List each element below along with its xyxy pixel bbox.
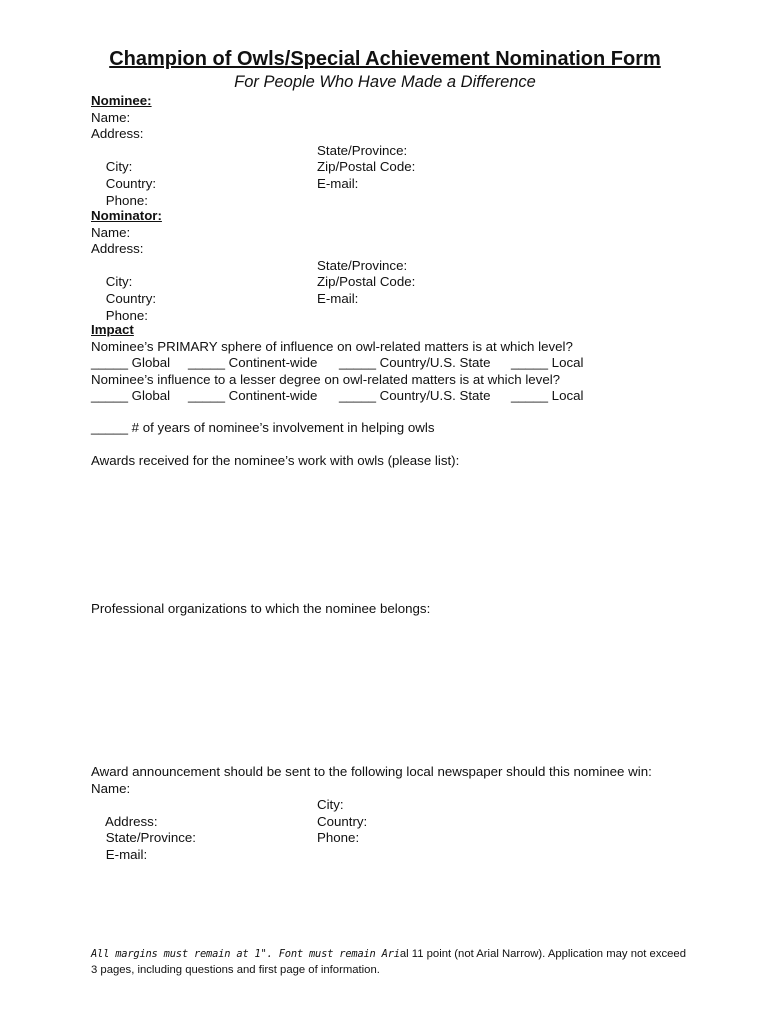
nominator-heading: Nominator: xyxy=(91,208,162,223)
nominee-city-label: City: xyxy=(105,159,133,175)
newspaper-state-label: State/Province: xyxy=(105,830,196,846)
years-involvement-field[interactable]: _____ # of years of nominee’s involvement in helping owls xyxy=(91,420,435,435)
nominator-address-label: Address: xyxy=(91,241,144,257)
newspaper-phone-label: Phone: xyxy=(317,830,360,846)
lesser-influence-question: Nominee’s influence to a lesser degree on owl-related matters is at which level? xyxy=(91,371,561,387)
primary-option-local[interactable]: _____ Local xyxy=(511,355,584,371)
newspaper-city-label: City: xyxy=(317,797,344,813)
primary-option-country[interactable]: _____ Country/U.S. State xyxy=(339,355,491,371)
nominee-phone-row xyxy=(91,175,359,208)
lesser-influence-options xyxy=(91,388,584,405)
nominee-phone-label: Phone: xyxy=(105,192,148,208)
nominee-state-label: State/Province: xyxy=(317,142,408,158)
nominator-state-label: State/Province: xyxy=(317,257,408,273)
nominator-phone-label: Phone: xyxy=(105,307,148,323)
nominator-name-label: Name: xyxy=(91,224,131,240)
footer-text: al 11 point (not Arial Narrow). Application may not exceed 3 pages, including questions and first page of information. xyxy=(91,948,686,976)
announcement-section xyxy=(91,764,652,862)
organizations-label: Professional organizations to which the nominee belongs: xyxy=(91,601,431,616)
footer-handwritten-text: All margins must remain at 1". Font must remain Ari xyxy=(91,948,400,960)
form-title: Champion of Owls/Special Achievement Nomination Form xyxy=(109,48,661,70)
nominator-email-label: E-mail: xyxy=(317,290,359,306)
primary-influence-question: Nominee’s PRIMARY sphere of influence on owl-related matters is at which level? xyxy=(91,338,573,354)
footer-note xyxy=(91,947,691,978)
lesser-option-local[interactable]: _____ Local xyxy=(511,388,584,404)
nominator-country-label: Country: xyxy=(105,290,157,306)
nominator-zip-label: Zip/Postal Code: xyxy=(317,274,416,290)
nominee-email-label: E-mail: xyxy=(317,175,359,191)
primary-option-global[interactable]: _____ Global xyxy=(91,355,171,371)
newspaper-email-row xyxy=(91,830,652,862)
lesser-option-continent[interactable]: _____ Continent-wide xyxy=(188,388,318,404)
nominator-phone-row xyxy=(91,290,359,323)
primary-option-continent[interactable]: _____ Continent-wide xyxy=(188,355,318,371)
lesser-option-global[interactable]: _____ Global xyxy=(91,388,171,404)
nominee-address-label: Address: xyxy=(91,126,144,142)
announcement-label: Award announcement should be sent to the following local newspaper should this nominee win: xyxy=(91,764,652,779)
primary-influence-options xyxy=(91,355,584,372)
form-subtitle: For People Who Have Made a Difference xyxy=(234,73,536,91)
nominee-section xyxy=(91,93,416,208)
nominee-name-label: Name: xyxy=(91,109,131,125)
nominee-country-label: Country: xyxy=(105,175,157,191)
impact-section xyxy=(91,322,584,405)
newspaper-address-label: Address: xyxy=(105,813,158,829)
nominator-section xyxy=(91,208,416,323)
lesser-option-country[interactable]: _____ Country/U.S. State xyxy=(339,388,491,404)
awards-label: Awards received for the nominee’s work with owls (please list): xyxy=(91,453,460,468)
nominee-zip-label: Zip/Postal Code: xyxy=(317,159,416,175)
nominee-heading: Nominee: xyxy=(91,93,152,108)
nominator-city-label: City: xyxy=(105,274,133,290)
newspaper-name-label: Name: xyxy=(91,780,131,796)
newspaper-email-label: E-mail: xyxy=(105,846,148,862)
impact-heading: Impact xyxy=(91,322,134,337)
newspaper-country-label: Country: xyxy=(317,813,368,829)
